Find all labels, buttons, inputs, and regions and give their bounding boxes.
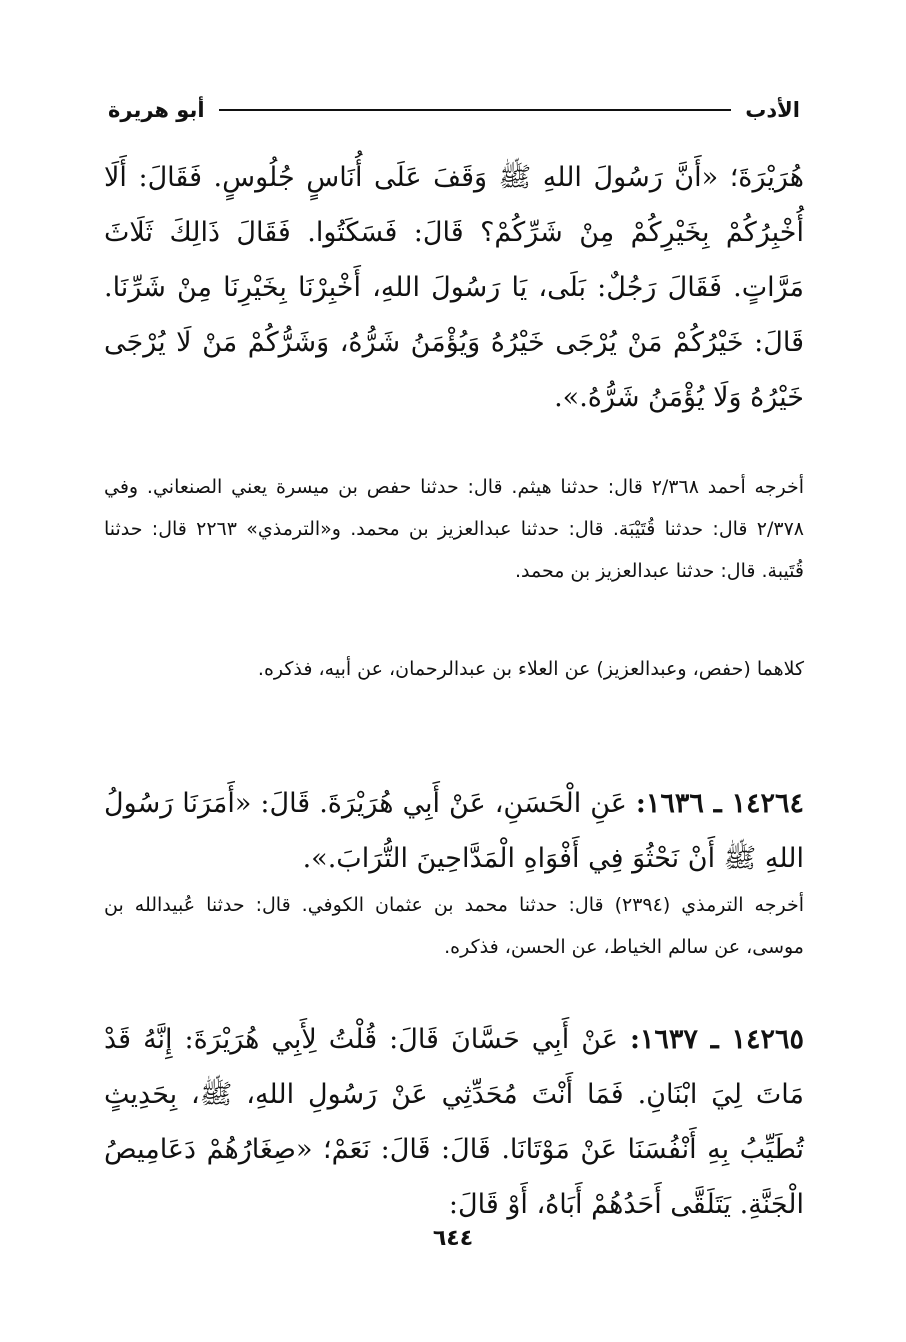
hadith-text: عَنِ الْحَسَنِ، عَنْ أَبِي هُرَيْرَةَ. قَالَ: «أَمَرَنَا رَسُولُ اللهِ ﷺ أَنْ نَحْثُوَ فِي أَفْوَاهِ الْمَدَّاحِينَ التُّرَابَ.».: [104, 788, 804, 874]
narrator-title: أبو هريرة: [108, 98, 205, 122]
hadith-number: ١٤٢٦٥ ـ ١٦٣٧:: [629, 1024, 804, 1055]
takhrij-text: أخرجه أحمد ٢/٣٦٨ قال: حدثنا هيثم. قال: حدثنا حفص بن ميسرة يعني الصنعاني. وفي ٢/٣٧٨ قال: حدثنا قُتَيْبَة. قال: حدثنا عبدالعزيز بن محمد. و«الترمذي» ٢٢٦٣ قال: حدثنا قُتَيبة. قال: حدثنا عبدالعزيز بن محمد.: [104, 476, 805, 582]
hadith-block-2: [104, 776, 804, 886]
chapter-title: الأدب: [745, 98, 800, 122]
takhrij-block-1: [104, 466, 804, 592]
takhrij-block-1b: [104, 648, 804, 690]
hadith-text: عَنْ أَبِي حَسَّانَ قَالَ: قُلْتُ لِأَبِي هُرَيْرَةَ: إِنَّهُ قَدْ مَاتَ لِيَ ابْنَانِ. فَمَا أَنْتَ مُحَدِّثِي عَنْ رَسُولِ اللهِ، ﷺ، بِحَدِيثٍ تُطَيِّبُ بِهِ أَنْفُسَنَا عَنْ مَوْتَانَا. قَالَ: قَالَ: نَعَمْ؛ «صِغَارُهُمْ دَعَامِيصُ الْجَنَّةِ. يَتَلَقَّى أَحَدُهُمْ أَبَاهُ، أَوْ قَالَ:: [104, 1024, 804, 1220]
hadith-number: ١٤٢٦٤ ـ ١٦٣٦:: [635, 788, 804, 819]
takhrij-text: كلاهما (حفص، وعبدالعزيز) عن العلاء بن عبدالرحمان، عن أبيه، فذكره.: [257, 658, 804, 680]
hadith-block-3: [104, 1012, 804, 1232]
takhrij-text: أخرجه الترمذي (٢٣٩٤) قال: حدثنا محمد بن عثمان الكوفي. قال: حدثنا عُبيدالله بن موسى، عن سالم الخياط، عن الحسن، فذكره.: [104, 894, 804, 958]
running-header: [108, 92, 800, 128]
hadith-text: هُرَيْرَةَ؛ «أَنَّ رَسُولَ اللهِ ﷺ وَقَفَ عَلَى أُنَاسٍ جُلُوسٍ. فَقَالَ: أَلَا أُخْبِرُكُمْ بِخَيْرِكُمْ مِنْ شَرِّكُمْ؟ قَالَ: فَسَكَتُوا. فَقَالَ ذَالِكَ ثَلَاثَ مَرَّاتٍ. فَقَالَ رَجُلٌ: بَلَى، يَا رَسُولَ اللهِ، أَخْبِرْنَا بِخَيْرِنَا مِنْ شَرِّنَا. قَالَ: خَيْرُكُمْ مَنْ يُرْجَى خَيْرُهُ وَيُؤْمَنُ شَرُّهُ، وَشَرُّكُمْ مَنْ لَا يُرْجَى خَيْرُهُ وَلَا يُؤْمَنُ شَرُّهُ.».: [104, 162, 804, 413]
page-number: ٦٤٤: [432, 1226, 474, 1251]
header-rule: [219, 109, 732, 111]
takhrij-block-2: [104, 884, 804, 968]
hadith-block-1: [104, 150, 804, 425]
